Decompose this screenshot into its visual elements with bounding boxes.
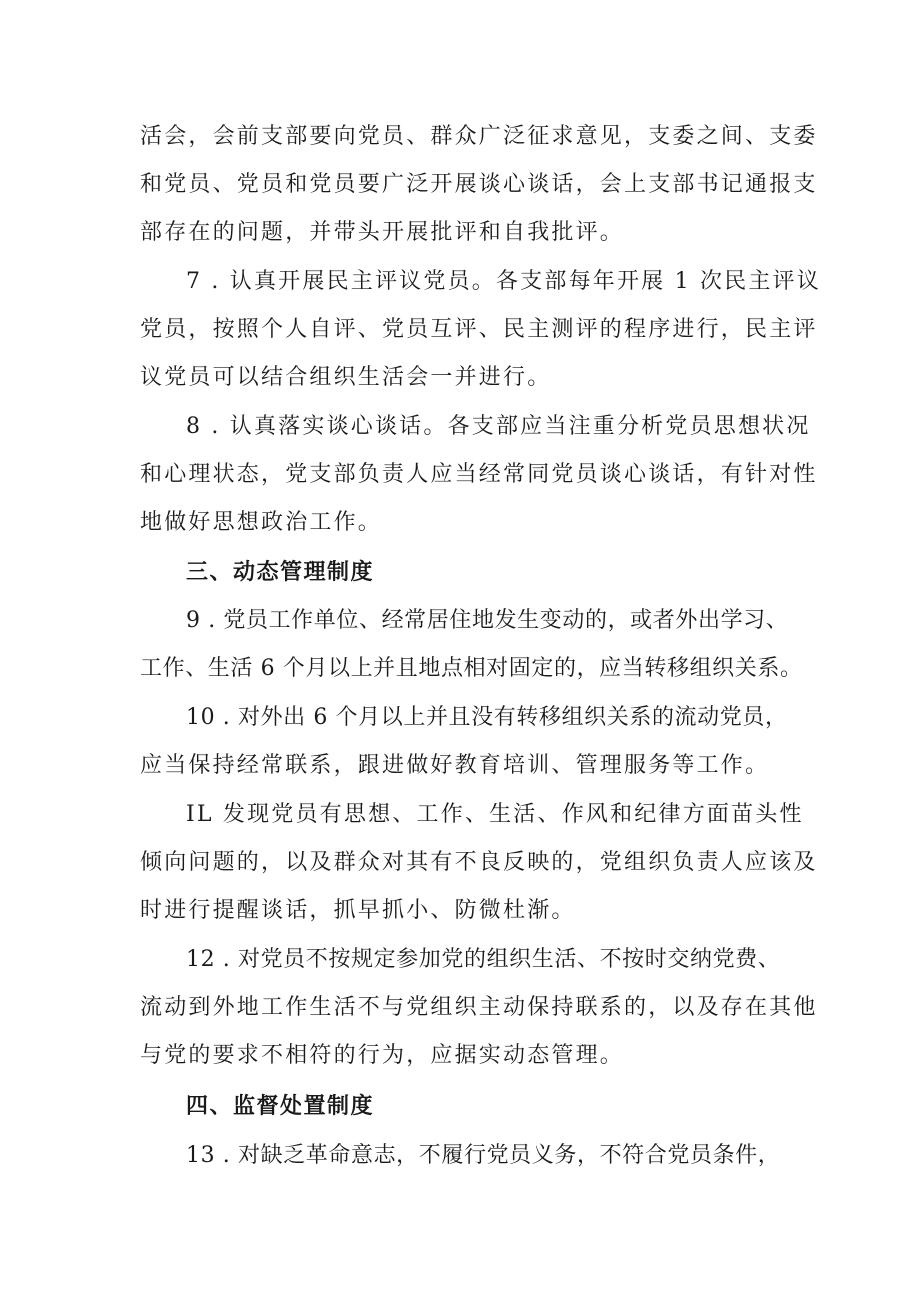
text-line: 与党的要求不相符的行为，应据实动态管理。	[140, 1043, 625, 1068]
text-line: 议党员可以结合组织生活会一并进行。	[140, 365, 552, 390]
text-line: 倾向问题的，以及群众对其有不良反映的，党组织负责人应该及	[140, 850, 818, 875]
text-line: 地做好思想政治工作。	[140, 510, 383, 535]
text-line: 党员，按照个人自评、党员互评、民主测评的程序进行，民主评	[140, 317, 818, 342]
section-heading-4: 四、监督处置制度	[186, 1094, 375, 1119]
paragraph-10-start: 10 . 对外出 6 个月以上并且没有转移组织关系的流动党员，	[186, 705, 788, 730]
text-line: 流动到外地工作生活不与党组织主动保持联系的，以及存在其他	[140, 995, 818, 1020]
paragraph-11-start: IL 发现党员有思想、工作、生活、作风和纪律方面苗头性	[186, 802, 804, 827]
paragraph-9-start: 9 . 党员工作单位、经常居住地发生变动的，或者外出学习、	[186, 608, 789, 633]
section-heading-3: 三、动态管理制度	[186, 560, 375, 585]
paragraph-8-start: 8 . 认真落实谈心谈话。各支部应当注重分析党员思想状况	[186, 414, 811, 439]
text-line: 时进行提醒谈话，抓早抓小、防微杜渐。	[140, 898, 576, 923]
paragraph-13-start: 13 . 对缺乏革命意志，不履行党员义务，不符合党员条件，	[186, 1143, 781, 1168]
paragraph-7-start: 7 . 认真开展民主评议党员。各支部每年开展 1 次民主评议	[186, 269, 821, 294]
text-line: 和党员、党员和党员要广泛开展谈心谈话，会上支部书记通报支	[140, 172, 818, 197]
text-line: 活会，会前支部要向党员、群众广泛征求意见，支委之间、支委	[140, 124, 818, 149]
text-line: 工作、生活 6 个月以上并且地点相对固定的，应当转移组织关系。	[140, 656, 803, 681]
text-line: 和心理状态，党支部负责人应当经常同党员谈心谈话，有针对性	[140, 462, 818, 487]
text-line: 部存在的问题，并带头开展批评和自我批评。	[140, 220, 625, 245]
text-line: 应当保持经常联系，跟进做好教育培训、管理服务等工作。	[140, 753, 770, 778]
paragraph-12-start: 12 . 对党员不按规定参加党的组织生活、不按时交纳党费、	[186, 947, 781, 972]
